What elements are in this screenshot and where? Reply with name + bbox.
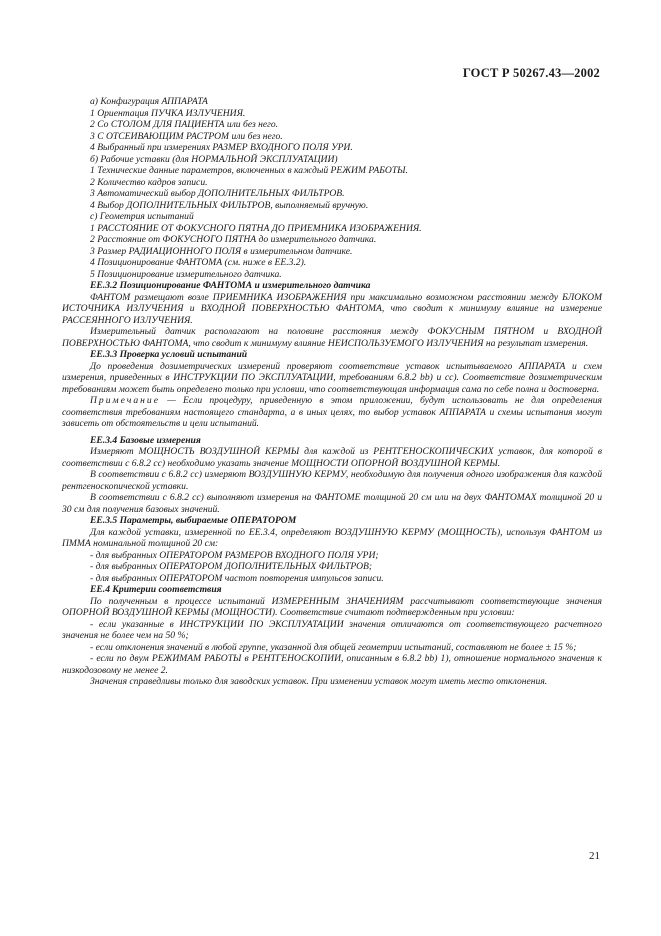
list-item: 2 Расстояние от ФОКУСНОГО ПЯТНА до измерительного датчика. bbox=[90, 234, 377, 245]
list-item: - если по двум РЕЖИМАМ РАБОТЫ в РЕНТГЕНОСКОПИИ, описанным в 6.8.2 bb) 1), отношение нормального значения к низкодозовому не менее 2. bbox=[62, 653, 602, 676]
paragraph: В соответствии с 6.8.2 сс) выполняют измерения на ФАНТОМЕ толщиной 20 см или на двух ФАНТОМАХ толщиной 20 и 30 см для получения базовых значений. bbox=[62, 492, 602, 515]
paragraph: До проведения дозиметрических измерений проверяют соответствие уставок испытываемого АППАРАТА и схем измерения, приведенных в ИНСТРУКЦИИ ПО ЭКСПЛУАТАЦИИ, требованиям 6.8.2 bb) и сс). Соответствие дозиметрическим требованиям может быть определено только при условии, что соответствующая информация сама по себе полна и достоверна. bbox=[62, 360, 602, 395]
paragraph: Значения справедливы только для заводских уставок. При изменении уставок могут иметь место отклонения. bbox=[90, 676, 548, 687]
list-item: 4 Выбор ДОПОЛНИТЕЛЬНЫХ ФИЛЬТРОВ, выполняемый вручную. bbox=[90, 199, 369, 211]
list-item: 1 РАССТОЯНИЕ ОТ ФОКУСНОГО ПЯТНА ДО ПРИЕМНИКА ИЗОБРАЖЕНИЯ. bbox=[90, 222, 422, 234]
list-item: 5 Позиционирование измерительного датчика. bbox=[90, 268, 282, 280]
list-item: 2 Со СТОЛОМ ДЛЯ ПАЦИЕНТА или без него. bbox=[90, 119, 279, 130]
list-item: - для выбранных ОПЕРАТОРОМ частот повторения импульсов записи. bbox=[90, 572, 384, 584]
list-item: 1 Технические данные параметров, включенных в каждый РЕЖИМ РАБОТЫ. bbox=[90, 165, 408, 176]
list-item: 4 Выбранный при измерениях РАЗМЕР ВХОДНОГО ПОЛЯ УРИ. bbox=[90, 142, 353, 153]
list-item: 3 Размер РАДИАЦИОННОГО ПОЛЯ в измерительном датчике. bbox=[90, 245, 353, 257]
standard-header: ГОСТ Р 50267.43—2002 bbox=[462, 66, 600, 80]
section-title-ee-3-4: ЕЕ.3.4 Базовые измерения bbox=[90, 434, 201, 446]
list-item: 2 Количество кадров записи. bbox=[90, 176, 208, 188]
list-item: - если отклонения значений в любой группе, указанной для общей геометрии испытаний, составляют не более ± 15 %; bbox=[90, 641, 577, 653]
list-item: 1 Ориентация ПУЧКА ИЗЛУЧЕНИЯ. bbox=[90, 107, 246, 119]
list-item: 3 Автоматический выбор ДОПОЛНИТЕЛЬНЫХ ФИЛЬТРОВ. bbox=[90, 188, 345, 199]
list-heading-c: с) Геометрия испытаний bbox=[90, 211, 194, 222]
list-item: 3 С ОТСЕИВАЮЩИМ РАСТРОМ или без него. bbox=[90, 130, 283, 142]
note-text: — Если процедуру, приведенную в этом приложении, будут использовать не для определения соответствия требованиям настоящего стандарта, а в иных целях, то выбор уставок АППАРАТА и схемы испытания могут зависеть от обстоятельств и цели испытаний. bbox=[62, 395, 602, 429]
paragraph: По полученным в процессе испытаний ИЗМЕРЕННЫМ ЗНАЧЕНИЯМ рассчитывают соответствующие значения ОПОРНОЙ ВОЗДУШНОЙ КЕРМЫ (МОЩНОСТИ). Соответствие считают подтвержденным при условии: bbox=[62, 595, 602, 618]
page-number: 21 bbox=[589, 850, 600, 862]
list-item: - для выбранных ОПЕРАТОРОМ РАЗМЕРОВ ВХОДНОГО ПОЛЯ УРИ; bbox=[90, 549, 379, 561]
paragraph: Измерительный датчик располагают на половине расстояния между ФОКУСНЫМ ПЯТНОМ и ВХОДНОЙ ПОВЕРХНОСТЬЮ ФАНТОМА, что сводит к минимуму влияние НЕИСПОЛЬЗУЕМОГО ИЗЛУЧЕНИЯ на результат измерения. bbox=[62, 326, 602, 349]
list-item: - если указанные в ИНСТРУКЦИИ ПО ЭКСПЛУАТАЦИИ значения отличаются от соответствующего расчетного значения не более чем на 50 %; bbox=[62, 618, 602, 641]
paragraph: ФАНТОМ размещают возле ПРИЕМНИКА ИЗОБРАЖЕНИЯ при максимально возможном расстоянии между БЛОКОМ ИСТОЧНИКА ИЗЛУЧЕНИЯ и ВХОДНОЙ ПОВЕРХНОСТЬЮ ФАНТОМА, что сводит к минимуму влияние на измерение РАССЕЯННОГО ИЗЛУЧЕНИЯ. bbox=[62, 291, 602, 326]
paragraph: Измеряют МОЩНОСТЬ ВОЗДУШНОЙ КЕРМЫ для каждой из РЕНТГЕНОСКОПИЧЕСКИХ уставок, для которой в соответствии с 6.8.2 сс) необходимо указать значение МОЩНОСТИ ОПОРНОЙ ВОЗДУШНОЙ КЕРМЫ. bbox=[62, 446, 602, 469]
note bbox=[62, 395, 602, 430]
list-item: 4 Позиционирование ФАНТОМА (см. ниже в ЕЕ.3.2). bbox=[90, 257, 307, 268]
note-label: Примечание bbox=[90, 395, 160, 406]
paragraph: Для каждой уставки, измеренной по ЕЕ.3.4, определяют ВОЗДУШНУЮ КЕРМУ (МОЩНОСТЬ), используя ФАНТОМ из ПММА номинальной толщиной 20 см: bbox=[62, 526, 602, 549]
section-title-ee-3-5: ЕЕ.3.5 Параметры, выбираемые ОПЕРАТОРОМ bbox=[90, 515, 297, 526]
list-heading-a: а) Конфигурация АППАРАТА bbox=[90, 96, 208, 107]
document-body bbox=[62, 96, 602, 688]
section-title-ee-4: ЕЕ.4 Критерии соответствия bbox=[90, 584, 222, 595]
list-item: - для выбранных ОПЕРАТОРОМ ДОПОЛНИТЕЛЬНЫХ ФИЛЬТРОВ; bbox=[90, 561, 373, 572]
section-title-ee-3-3: ЕЕ.3.3 Проверка условий испытаний bbox=[90, 349, 248, 360]
list-heading-b: б) Рабочие уставки (для НОРМАЛЬНОЙ ЭКСПЛУАТАЦИИ) bbox=[90, 153, 338, 165]
section-title-ee-3-2: ЕЕ.3.2 Позиционирование ФАНТОМА и измерительного датчика bbox=[90, 280, 371, 291]
paragraph: В соответствии с 6.8.2 сс) измеряют ВОЗДУШНУЮ КЕРМУ, необходимую для получения одного изображения для каждой рентгеноскопической уставки. bbox=[62, 469, 602, 492]
